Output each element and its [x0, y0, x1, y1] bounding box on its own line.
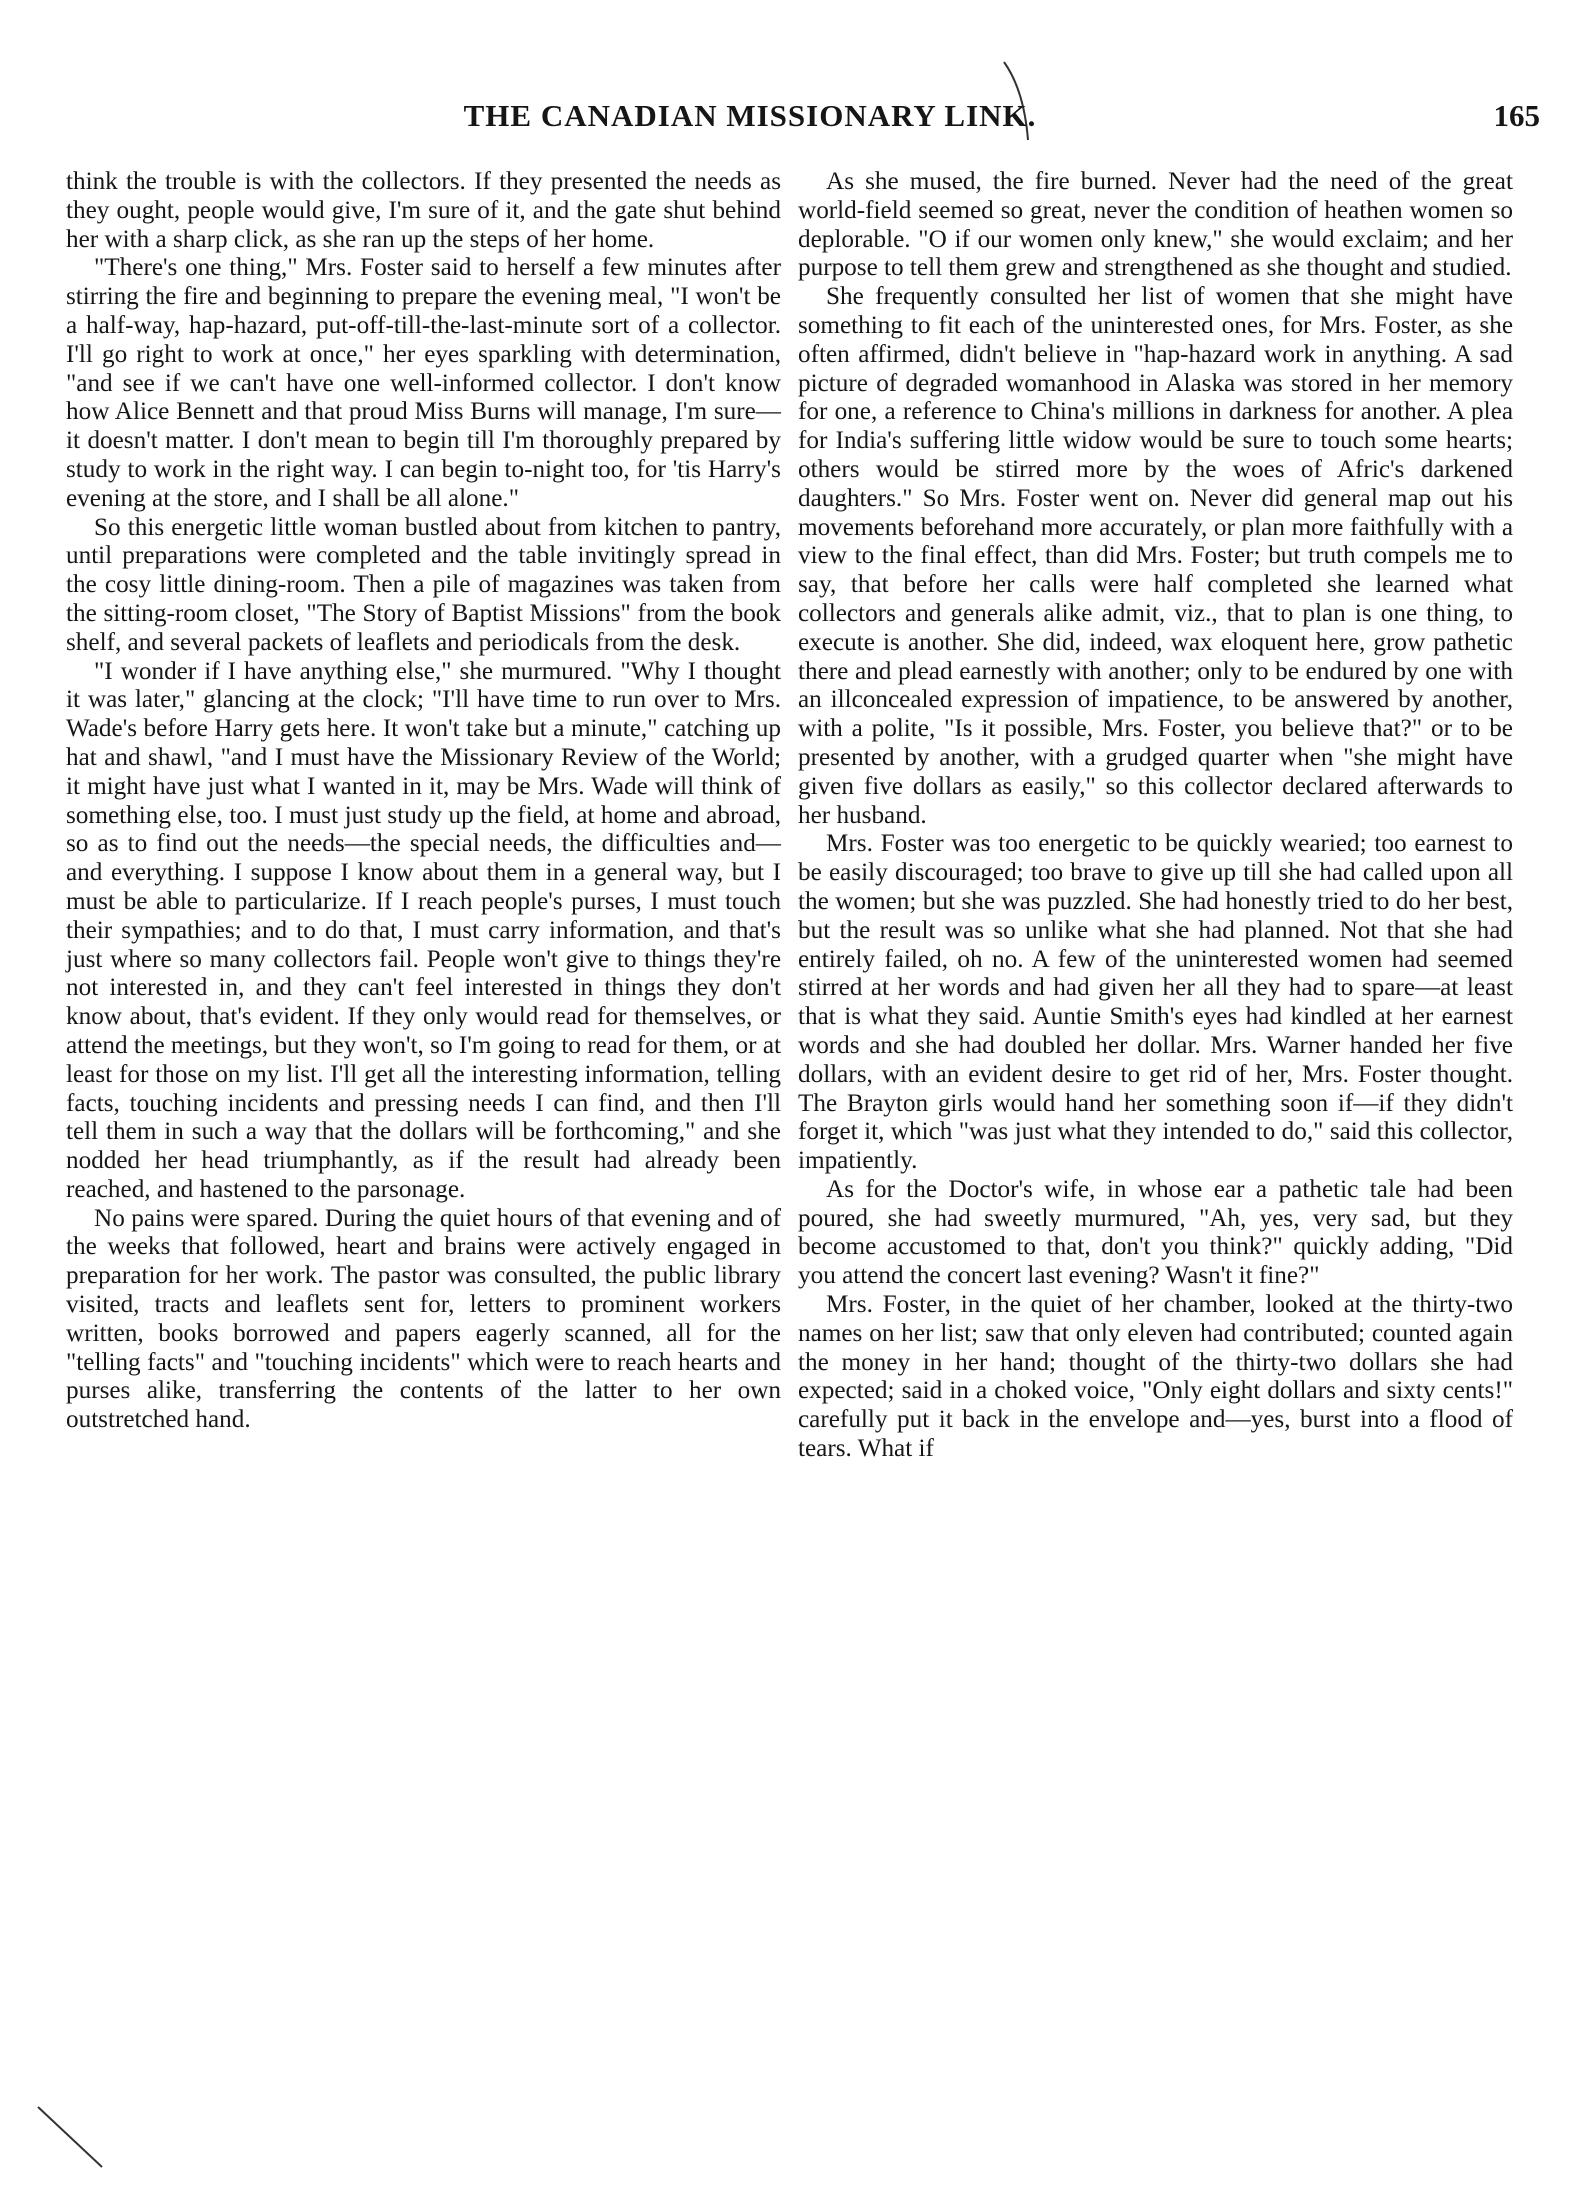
- paragraph: "I wonder if I have anything else," she murmured. "Why I thought it was later," glancing at the clock; "I'll have time to run over to Mrs. Wade's before Harry gets here. It won't take but a minute," catching up hat and shawl, "and I must have the Missionary Review of the World; it might have just what I wanted in it, may be Mrs. Wade will think of something else, too. I must just study up the field, at home and abroad, so as to find out the needs—the special needs, the difficulties and—and everything. I suppose I know about them in a general way, but I must be able to particularize. If I reach people's purses, I must touch their sympathies; and to do that, I must carry information, and that's just where so many collectors fail. People won't give to things they're not interested in, and they can't feel interested in things they don't know about, that's evident. If they only would read for themselves, or attend the meetings, but they won't, so I'm going to read for them, or at least for those on my list. I'll get all the interesting information, telling facts, touching incidents and pressing needs I can find, and then I'll tell them in such a way that the dollars will be forthcoming," and she nodded her head triumphantly, as if the result had already been reached, and hastened to the parsonage.: [66, 657, 781, 1203]
- paragraph: think the trouble is with the collectors. If they presented the needs as they ought, people would give, I'm sure of it, and the gate shut behind her with a sharp click, as she ran up the steps of her home.: [66, 168, 781, 253]
- paragraph: So this energetic little woman bustled about from kitchen to pantry, until preparations were completed and the table invitingly spread in the cosy little dining-room. Then a pile of magazines was taken from the sitting-room closet, "The Story of Baptist Missions" from the book shelf, and several packets of leaflets and periodicals from the desk.: [66, 513, 781, 656]
- paragraph: No pains were spared. During the quiet hours of that evening and of the weeks that followed, heart and brains were actively engaged in preparation for her work. The pastor was consulted, the public library visited, tracts and leaflets sent for, letters to prominent workers written, books borrowed and papers eagerly scanned, all for the "telling facts" and "touching incidents" which were to reach hearts and purses alike, transferring the contents of the latter to her own outstretched hand.: [66, 1204, 781, 1434]
- paragraph: "There's one thing," Mrs. Foster said to herself a few minutes after stirring the fire and beginning to prepare the evening meal, "I won't be a half-way, hap-hazard, put-off-till-the-last-minute sort of a collector. I'll go right to work at once," her eyes sparkling with determination, "and see if we can't have one well-informed collector. I don't know how Alice Bennett and that proud Miss Burns will manage, I'm sure—it doesn't matter. I don't mean to begin till I'm thoroughly prepared by study to work in the right way. I can begin to-night too, for 'tis Harry's evening at the store, and I shall be all alone.": [66, 254, 781, 512]
- paragraph: As for the Doctor's wife, in whose ear a pathetic tale had been poured, she had sweetly murmured, "Ah, yes, very sad, but they become accustomed to that, don't you think?" quickly adding, "Did you attend the concert last evening? Wasn't it fine?": [798, 1175, 1513, 1290]
- page-number: 165: [1493, 98, 1540, 133]
- paragraph: As she mused, the fire burned. Never had the need of the great world-field seemed so great, never the condition of heathen women so deplorable. "O if our women only knew," she would exclaim; and her purpose to tell them grew and strengthened as she thought and studied.: [798, 168, 1513, 282]
- paragraph: Mrs. Foster was too energetic to be quickly wearied; too earnest to be easily discouraged; too brave to give up till she had called upon all the women; but she was puzzled. She had honestly tried to do her best, but the result was so unlike what she had planned. Not that she had entirely failed, oh no. A few of the uninterested women had seemed stirred at her words and had given her all they had to spare—at least that is what they said. Auntie Smith's eyes had kindled at her earnest words and she had doubled her dollar. Mrs. Warner handed her five dollars, with an evident desire to get rid of her, Mrs. Foster thought. The Brayton girls would hand her something soon if—if they didn't forget it, which "was just what they intended to do," said this collector, impatiently.: [798, 830, 1513, 1175]
- page-header: [0, 98, 1585, 148]
- running-title: THE CANADIAN MISSIONARY LINK.: [463, 98, 1037, 133]
- right-column: [798, 168, 1513, 1464]
- paragraph: She frequently consulted her list of women that she might have something to fit each of the uninterested ones, for Mrs. Foster, as she often affirmed, didn't believe in "hap-hazard work in anything. A sad picture of degraded womanhood in Alaska was stored in her memory for one, a reference to China's millions in darkness for another. A plea for India's suffering little widow would be sure to touch some hearts; others would be stirred more by the woes of Afric's darkened daughters." So Mrs. Foster went on. Never did general map out his movements beforehand more accurately, or plan more faithfully with a view to the final effect, than did Mrs. Foster; but truth compels me to say, that before her calls were half completed she learned what collectors and generals alike admit, viz., that to plan is one thing, to execute is another. She did, indeed, wax eloquent here, grow pathetic there and plead earnestly with another; only to be endured by one with an illconcealed expression of impatience, to be answered by another, with a polite, "Is it possible, Mrs. Foster, you believe that?" or to be presented by another, with a grudged quarter when "she might have given five dollars as easily," so this collector declared afterwards to her husband.: [798, 283, 1513, 829]
- left-column: [66, 168, 781, 1435]
- paragraph: Mrs. Foster, in the quiet of her chamber, looked at the thirty-two names on her list; saw that only eleven had contributed; counted again the money in her hand; thought of the thirty-two dollars she had expected; said in a choked voice, "Only eight dollars and sixty cents!" carefully put it back in the envelope and—yes, burst into a flood of tears. What if: [798, 1291, 1513, 1463]
- scan-stroke-bottom-left: [36, 2105, 106, 2175]
